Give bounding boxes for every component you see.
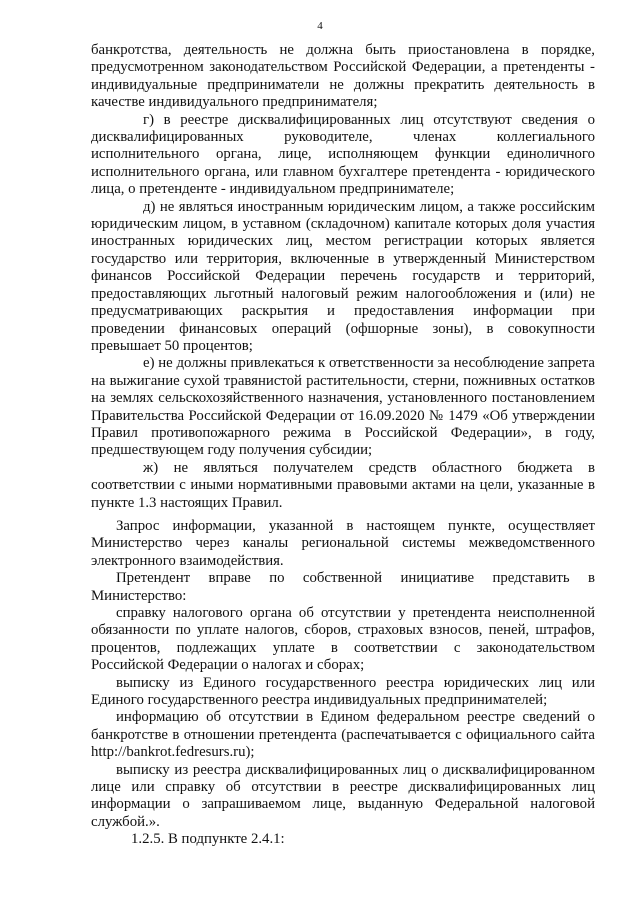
paragraph-disqualified-extract: выписку из реестра дисквалифицированных лиц о дисквалифицированном лице или справку об отсутствии в реестре дисквалифицированных лиц информации о запрашиваемом лице, выданную Федеральной налоговой службой.».	[91, 761, 595, 830]
paragraph-item-e: е) не должны привлекаться к ответственности за несоблюдение запрета на выжигание сухой травянистой растительности, стерни, пожнивных остатков на землях сельскохозяйственного назначения, установленного постановлением Правительства Российской Федерации от 16.09.2020 № 1479 «Об утверждении Правил противопожарного режима в Российской Федерации», в году, предшествующем году получения субсидии;	[91, 355, 595, 459]
page-number: 4	[317, 20, 323, 32]
paragraph-bankruptcy-info: информацию об отсутствии в Едином федеральном реестре сведений о банкротстве в отношении претендента (распечатывается с официального сайта http://bankrot.fedresurs.ru);	[91, 709, 595, 761]
paragraph-applicant-right: Претендент вправе по собственной инициативе представить в Министерство:	[91, 570, 595, 604]
paragraph-item-g: г) в реестре дисквалифицированных лиц отсутствуют сведения о дисквалифицированных руководителе, членах коллегиального исполнительного органа, лице, исполняющем функции единоличного исполнительного органа, или главном бухгалтере претендента - юридического лица, о претенденте - индивидуальном предпринимателе;	[91, 111, 595, 198]
paragraph-registry-extract: выписку из Единого государственного реестра юридических лиц или Единого государственного реестра индивидуальных предпринимателей;	[91, 674, 595, 709]
document-body	[91, 42, 595, 849]
paragraph-item-zh: ж) не являться получателем средств областного бюджета в соответствии с иными нормативными правовыми актами на цели, указанные в пункте 1.3 настоящих Правил.	[91, 459, 595, 511]
paragraph-tax-certificate: справку налогового органа об отсутствии у претендента неисполненной обязанности по уплате налогов, сборов, страховых взносов, пеней, штрафов, процентов, подлежащих уплате в соответствии с законодательством Российской Федерации о налогах и сборах;	[91, 605, 595, 674]
paragraph-continuation: банкротства, деятельность не должна быть приостановлена в порядке, предусмотренном законодательством Российской Федерации, а претенденты - индивидуальные предприниматели не должны прекратить деятельность в качестве индивидуального предпринимателя;	[91, 42, 595, 111]
paragraph-subclause-1-2-5: 1.2.5. В подпункте 2.4.1:	[131, 831, 285, 848]
paragraph-info-request: Запрос информации, указанной в настоящем пункте, осуществляет Министерство через каналы региональной системы межведомственного электронного взаимодействия.	[91, 517, 595, 569]
paragraph-item-d: д) не являться иностранным юридическим лицом, а также российским юридическим лицом, в уставном (складочном) капитале которых доля участия иностранных юридических лиц, местом регистрации которых является государство или территория, включенные в утвержденный Министерством финансов Российской Федерации перечень государств и территорий, предоставляющих льготный налоговый режим налогообложения и (или) не предусматривающих раскрытия и предоставления информации при проведении финансовых операций (офшорные зоны), в совокупности превышает 50 процентов;	[91, 198, 595, 354]
